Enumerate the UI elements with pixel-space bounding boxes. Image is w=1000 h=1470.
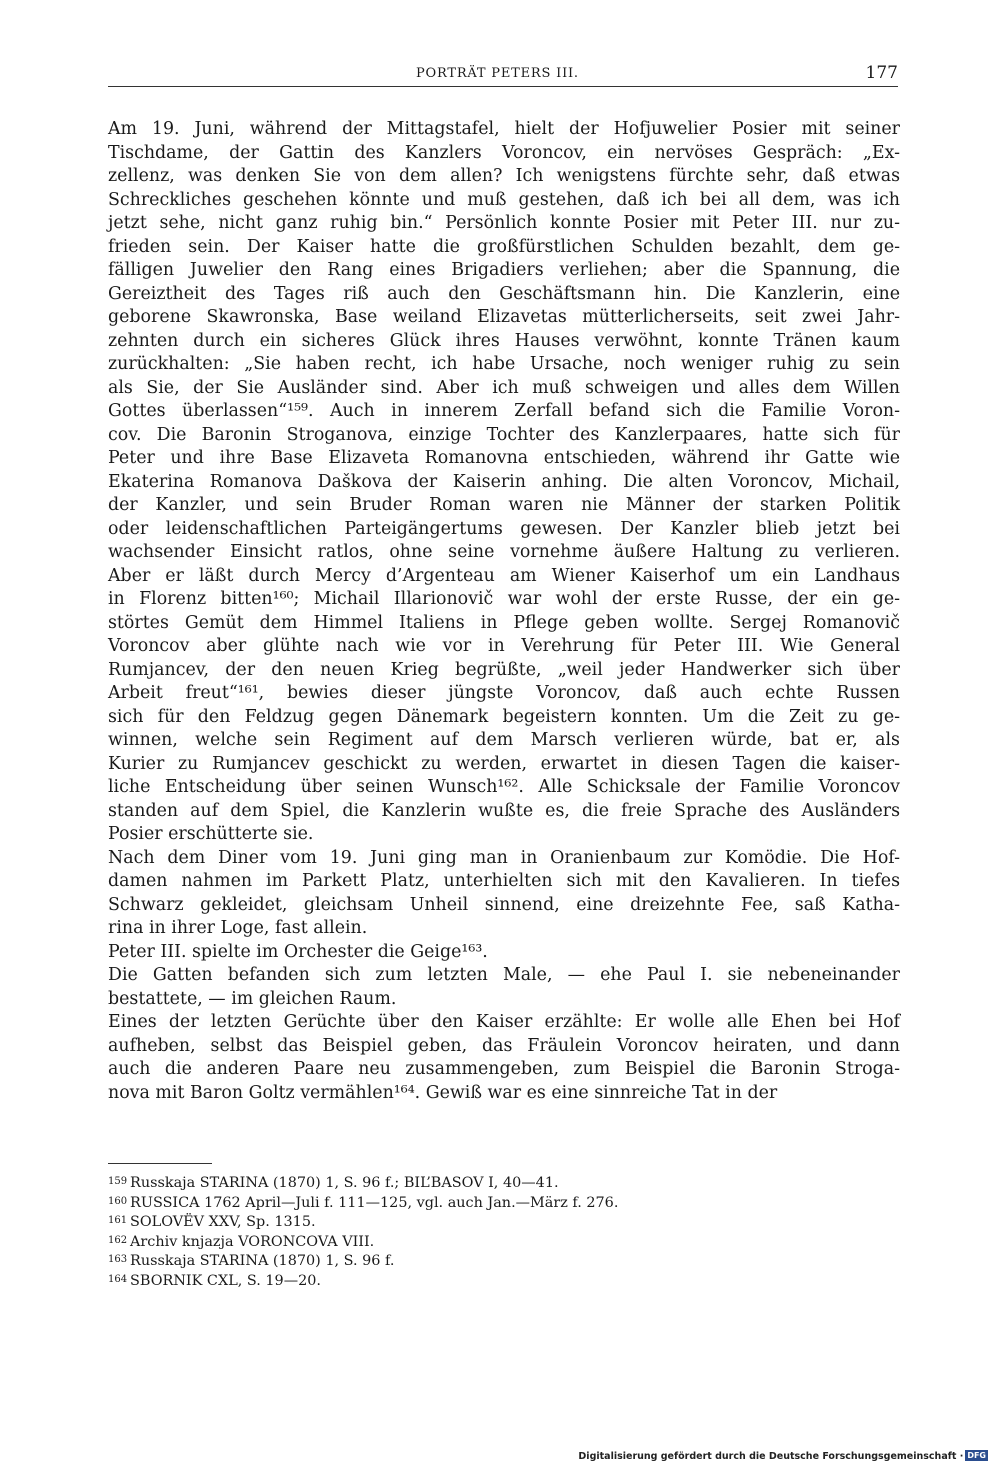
footnote bbox=[108, 1212, 900, 1232]
text-line: Voroncov aber glühte nach wie vor in Verehrung für Peter III. Wie General bbox=[108, 636, 900, 656]
text-line: Tischdame, der Gattin des Kanzlers Voroncov, ein nervöses Gespräch: „Ex- bbox=[108, 142, 900, 163]
footnote bbox=[108, 1232, 900, 1252]
text-line: Gottes überlassen“¹⁵⁹. Auch in innerem Zerfall befand sich die Familie Voron- bbox=[108, 401, 900, 421]
footnote bbox=[108, 1193, 900, 1213]
text-line: zurückhalten: „Sie haben recht, ich habe Ursache, noch weniger ruhig zu sein bbox=[108, 354, 900, 374]
text-line: geborene Skawronska, Base weiland Elizavetas mütterlicherseits, seit zwei Jahr- bbox=[108, 307, 900, 327]
footnote bbox=[108, 1173, 900, 1193]
text-line: damen nahmen im Parkett Platz, unterhielten sich mit den Kavalieren. In tiefes bbox=[108, 871, 900, 891]
text-line: wachsender Einsicht ratlos, ohne seine vornehme äußere Haltung zu verlieren. bbox=[108, 542, 900, 562]
footnote-rule bbox=[108, 1163, 212, 1164]
footnote-number: 160 bbox=[108, 1195, 128, 1207]
footnote-text: Russkaja STARINA (1870) 1, S. 96 f. bbox=[130, 1253, 395, 1269]
footnote-text: Archiv knjazja VORONCOVA VIII. bbox=[130, 1233, 375, 1250]
text-line: Kurier zu Rumjancev geschickt zu werden, erwartet in diesen Tagen die kaiser- bbox=[108, 753, 900, 774]
text-line: aufheben, selbst das Beispiel geben, das Fräulein Voroncov heiraten, und dann bbox=[108, 1035, 900, 1056]
text-line: Peter und ihre Base Elizaveta Romanovna entschieden, während ihr Gatte wie bbox=[108, 448, 900, 468]
text-line: störtes Gemüt dem Himmel Italiens in Pflege geben wollte. Sergej Romanovič bbox=[108, 612, 900, 633]
credit-text: Digitalisierung gefördert durch die Deutsche Forschungsgemeinschaft · bbox=[578, 1451, 964, 1462]
text-line: der Kanzler, und sein Bruder Roman waren nie Männer der starken Politik bbox=[108, 495, 900, 515]
footnote bbox=[108, 1271, 900, 1291]
text-line: Peter III. spielte im Orchester die Geige¹⁶³. bbox=[108, 941, 488, 962]
text-line: zellenz, was denken Sie von dem allen? Ich wenigstens fürchte sehr, daß etwas bbox=[108, 166, 900, 186]
text-line: zehnten durch ein sicheres Glück ihres Hauses verwöhnt, konnte Tränen kaum bbox=[108, 330, 900, 351]
text-line: Rumjancev, der den neuen Krieg begrüßte, „weil jeder Handwerker sich über bbox=[108, 659, 900, 680]
page-number: 177 bbox=[865, 63, 898, 83]
text-line: frieden sein. Der Kaiser hatte die großfürstlichen Schulden bezahlt, dem ge- bbox=[108, 236, 900, 257]
dfg-logo-icon: DFG bbox=[967, 1451, 986, 1460]
text-line: Arbeit freut“¹⁶¹, bewies dieser jüngste Voroncov, daß auch echte Russen bbox=[108, 683, 900, 703]
text-line: rina in ihrer Loge, fast allein. bbox=[108, 918, 368, 938]
footnote-number: 161 bbox=[108, 1215, 128, 1226]
text-line: Schwarz gekleidet, gleichsam Unheil sinnend, eine dreizehnte Fee, saß Katha- bbox=[108, 894, 900, 915]
digitization-credit bbox=[578, 1450, 988, 1462]
text-line: cov. Die Baronin Stroganova, einzige Tochter des Kanzlerpaares, hatte sich für bbox=[108, 424, 900, 445]
footnote-text: Russkaja STARINA (1870) 1, S. 96 f.; BIL’BASOV I, 40—41. bbox=[130, 1175, 559, 1191]
text-line: sich für den Feldzug gegen Dänemark begeistern konnten. Um die Zeit zu ge- bbox=[108, 706, 900, 727]
footnote-text: RUSSICA 1762 April—Juli f. 111—125, vgl. auch Jan.—März f. 276. bbox=[130, 1194, 619, 1211]
text-line: auch die anderen Paare neu zusammengeben, zum Beispiel die Baronin Stroga- bbox=[108, 1059, 900, 1079]
footnote-text: SBORNIK CXL, S. 19—20. bbox=[130, 1272, 321, 1289]
footnote-number: 162 bbox=[108, 1234, 128, 1246]
footnote-text: SOLOVЁV XXV, Sp. 1315. bbox=[130, 1214, 316, 1230]
text-line: Aber er läßt durch Mercy d’Argenteau am Wiener Kaiserhof um ein Landhaus bbox=[108, 565, 900, 586]
text-line: winnen, welche sein Regiment auf dem Marsch verlieren würde, bat er, als bbox=[108, 730, 900, 750]
footnote-number: 164 bbox=[108, 1273, 128, 1285]
text-line: jetzt sehe, nicht ganz ruhig bin.“ Persönlich konnte Posier mit Peter III. nur zu- bbox=[108, 213, 900, 233]
text-line: Die Gatten befanden sich zum letzten Male, — ehe Paul I. sie nebeneinander bbox=[108, 965, 900, 985]
footnote-number: 159 bbox=[108, 1176, 128, 1187]
footnote-number: 163 bbox=[108, 1254, 128, 1265]
text-line: in Florenz bitten¹⁶⁰; Michail Illarionovič war wohl der erste Russe, der ein ge- bbox=[108, 589, 900, 609]
text-line: Gereiztheit des Tages riß auch den Geschäftsmann hin. Die Kanzlerin, eine bbox=[108, 283, 900, 304]
text-line: fälligen Juwelier den Rang eines Brigadiers verliehen; aber die Spannung, die bbox=[108, 260, 900, 280]
text-line: bestattete, — im gleichen Raum. bbox=[108, 988, 397, 1009]
text-line: Eines der letzten Gerüchte über den Kaiser erzählte: Er wolle alle Ehen bei Hof bbox=[108, 1012, 900, 1032]
header-rule bbox=[108, 86, 898, 87]
page-header bbox=[108, 63, 898, 90]
text-line: Nach dem Diner vom 19. Juni ging man in Oranienbaum zur Komödie. Die Hof- bbox=[108, 847, 900, 868]
footnotes bbox=[108, 1173, 900, 1290]
text-line: Posier erschütterte sie. bbox=[108, 824, 314, 844]
text-line: standen auf dem Spiel, die Kanzlerin wußte es, die freie Sprache des Ausländers bbox=[108, 800, 900, 821]
text-line: als Sie, der Sie Ausländer sind. Aber ich muß schweigen und alles dem Willen bbox=[108, 377, 900, 398]
text-line: nova mit Baron Goltz vermählen¹⁶⁴. Gewiß war es eine sinnreiche Tat in der bbox=[108, 1082, 778, 1103]
text-line: Ekaterina Romanova Daškova der Kaiserin anhing. Die alten Voroncov, Michail, bbox=[108, 471, 900, 492]
text-line: Am 19. Juni, während der Mittagstafel, hielt der Hofjuwelier Posier mit seiner bbox=[108, 119, 900, 139]
text-line: liche Entscheidung über seinen Wunsch¹⁶². Alle Schicksale der Familie Voroncov bbox=[108, 777, 900, 797]
footnote bbox=[108, 1251, 900, 1271]
text-line: oder leidenschaftlichen Parteigängertums gewesen. Der Kanzler blieb jetzt bei bbox=[108, 518, 900, 539]
body-text bbox=[108, 118, 900, 1105]
text-line: Schreckliches geschehen könnte und muß gestehen, daß ich bei all dem, was ich bbox=[108, 189, 900, 210]
running-title: PORTRÄT PETERS III. bbox=[416, 66, 579, 81]
